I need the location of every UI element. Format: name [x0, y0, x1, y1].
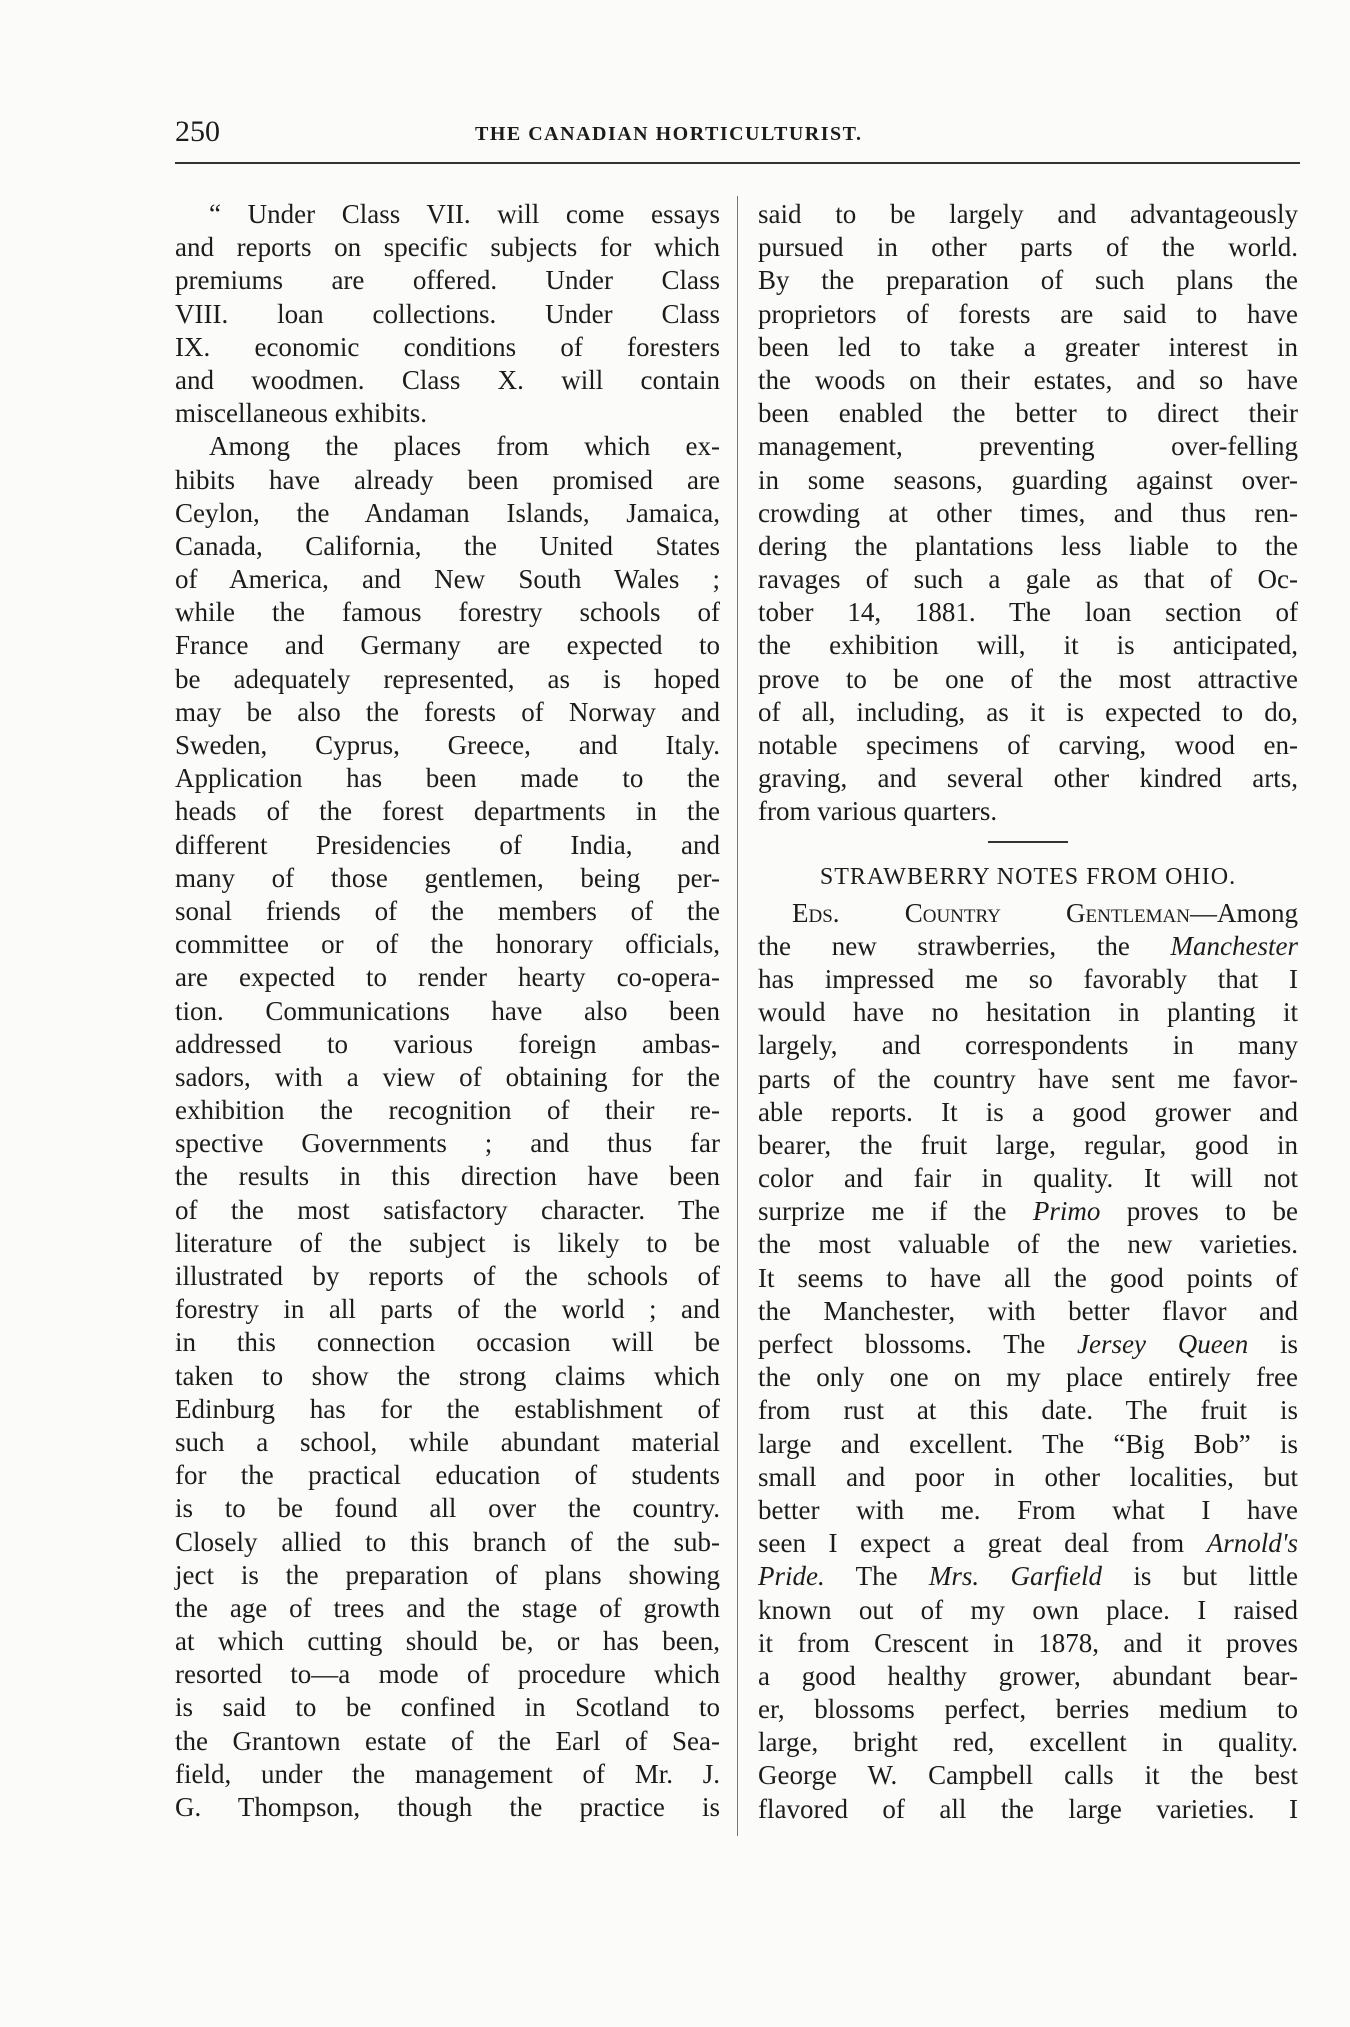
- text-line: literature of the subject is likely to be: [175, 1227, 720, 1258]
- text-line: dering the plantations less liable to the: [758, 530, 1298, 561]
- text-line: Among the places from which ex-: [209, 431, 720, 462]
- text-line: ravages of such a gale as that of Oc-: [758, 564, 1298, 595]
- left-column: [175, 198, 720, 1824]
- text-line: Edinburg has for the establishment of: [175, 1393, 720, 1424]
- text-line: France and Germany are expected to: [175, 630, 720, 661]
- section-separator: [988, 841, 1068, 843]
- text-line: George W. Campbell calls it the best: [758, 1760, 1298, 1791]
- text-line: at which cutting should be, or has been,: [175, 1626, 720, 1657]
- text-line: while the famous forestry schools of: [175, 597, 720, 628]
- text-line: forestry in all parts of the world ; and: [175, 1294, 720, 1325]
- text-line: Application has been made to the: [175, 763, 720, 794]
- text-line: By the preparation of such plans the: [758, 265, 1298, 296]
- text-line: the Manchester, with better flavor and: [758, 1295, 1298, 1326]
- text-line: prove to be one of the most attractive: [758, 663, 1298, 694]
- text-line: the most valuable of the new varieties.: [758, 1229, 1298, 1260]
- text-line: able reports. It is a good grower and: [758, 1096, 1298, 1127]
- text-line: parts of the country have sent me favor-: [758, 1063, 1298, 1094]
- text-line: may be also the forests of Norway and: [175, 696, 720, 727]
- text-line: spective Governments ; and thus far: [175, 1128, 720, 1159]
- text-line: from various quarters.: [758, 796, 998, 827]
- text-line: perfect blossoms. The Jersey Queen is: [758, 1329, 1298, 1359]
- text-line: Pride. The Mrs. Garfield is but little: [758, 1561, 1298, 1592]
- text-line: the age of trees and the stage of growth: [175, 1592, 720, 1623]
- text-line: VIII. loan collections. Under Class: [175, 298, 720, 329]
- text-line: been led to take a greater interest in: [758, 331, 1298, 362]
- text-line: for the practical education of students: [175, 1460, 720, 1491]
- variety-name: Mrs. Garfield: [928, 1561, 1102, 1592]
- text-line: color and fair in quality. It will not: [758, 1163, 1298, 1194]
- page-number: 250: [175, 115, 220, 148]
- text-line: of the most satisfactory character. The: [175, 1194, 720, 1225]
- text-line: and reports on specific subjects for which: [175, 232, 720, 263]
- header-rule: [175, 162, 1300, 164]
- text-line: pursued in other parts of the world.: [758, 232, 1298, 263]
- text-line: largely, and correspondents in many: [758, 1030, 1298, 1061]
- text-line: G. Thompson, though the practice is: [175, 1792, 720, 1822]
- right-column: [758, 198, 1298, 1826]
- salutation: Eds. Country Gentleman: [792, 897, 1190, 928]
- text-line: it from Crescent in 1878, and it proves: [758, 1627, 1298, 1658]
- text-line: be adequately represented, as is hoped: [175, 663, 720, 694]
- text-line: Eds. Country Gentleman—Among: [792, 897, 1298, 928]
- text-line: Closely allied to this branch of the sub-: [175, 1526, 720, 1557]
- variety-name: Jersey Queen: [1077, 1329, 1249, 1359]
- variety-name: Manchester: [1170, 930, 1298, 961]
- variety-name: Arnold's: [1206, 1528, 1298, 1559]
- text-line: addressed to various foreign ambas-: [175, 1028, 720, 1059]
- text-line: different Presidencies of India, and: [175, 829, 720, 860]
- text-line: small and poor in other localities, but: [758, 1461, 1298, 1492]
- text-line: and woodmen. Class X. will contain: [175, 364, 720, 395]
- text-line: large, bright red, excellent in quality.: [758, 1727, 1298, 1758]
- text-line: proprietors of forests are said to have: [758, 298, 1298, 329]
- text-line: said to be largely and advantageously: [758, 199, 1298, 229]
- text-line: are expected to render hearty co-opera-: [175, 962, 720, 993]
- text-line: surprize me if the Primo proves to be: [758, 1196, 1298, 1227]
- text-line: bearer, the fruit large, regular, good in: [758, 1129, 1298, 1160]
- text-line: IX. economic conditions of foresters: [175, 331, 720, 362]
- text-line: known out of my own place. I raised: [758, 1594, 1298, 1625]
- text-line: committee or of the honorary officials,: [175, 929, 720, 960]
- text-line: of America, and New South Wales ;: [175, 564, 720, 595]
- text-line: the Grantown estate of the Earl of Sea-: [175, 1725, 720, 1756]
- text-line: hibits have already been promised are: [175, 464, 720, 495]
- text-line: of all, including, as it is expected to do,: [758, 696, 1298, 727]
- text-line: sadors, with a view of obtaining for the: [175, 1061, 720, 1092]
- text-line: is said to be confined in Scotland to: [175, 1692, 720, 1723]
- text-line: the exhibition will, it is anticipated,: [758, 630, 1298, 661]
- text-line: the only one on my place entirely free: [758, 1362, 1298, 1393]
- text-line: large and excellent. The “Big Bob” is: [758, 1428, 1298, 1459]
- text-line: notable specimens of carving, wood en-: [758, 730, 1298, 760]
- text-line: ject is the preparation of plans showing: [175, 1559, 720, 1590]
- text-line: flavored of all the large varieties. I: [758, 1793, 1298, 1824]
- text-line: illustrated by reports of the schools of: [175, 1261, 720, 1291]
- text-line: the new strawberries, the Manchester: [758, 930, 1298, 961]
- text-line: field, under the management of Mr. J.: [175, 1758, 720, 1789]
- text-line: been enabled the better to direct their: [758, 398, 1298, 429]
- text-line: miscellaneous exhibits.: [175, 398, 427, 429]
- text-line: sonal friends of the members of the: [175, 895, 720, 926]
- text-line: from rust at this date. The fruit is: [758, 1395, 1298, 1426]
- text-line: in this connection occasion will be: [175, 1327, 720, 1358]
- text-line: It seems to have all the good points of: [758, 1262, 1298, 1293]
- text-line: er, blossoms perfect, berries medium to: [758, 1694, 1298, 1725]
- column-divider: [737, 196, 738, 1836]
- text-line: crowding at other times, and thus ren-: [758, 497, 1298, 528]
- text-line: graving, and several other kindred arts,: [758, 763, 1298, 794]
- text-line: Canada, California, the United States: [175, 530, 720, 561]
- text-line: Ceylon, the Andaman Islands, Jamaica,: [175, 497, 720, 528]
- variety-name: Primo: [1032, 1196, 1101, 1227]
- text-line: the results in this direction have been: [175, 1161, 720, 1192]
- variety-name: Pride.: [758, 1561, 825, 1592]
- text-line: “ Under Class VII. will come essays: [209, 199, 720, 229]
- text-line: is to be found all over the country.: [175, 1493, 720, 1524]
- text-line: seen I expect a great deal from Arnold's: [758, 1528, 1298, 1559]
- text-line: taken to show the strong claims which: [175, 1360, 720, 1391]
- page-header: [175, 115, 1055, 155]
- text-line: the woods on their estates, and so have: [758, 364, 1298, 395]
- text-line: heads of the forest departments in the: [175, 796, 720, 827]
- running-head: THE CANADIAN HORTICULTURIST.: [475, 123, 863, 145]
- text-line: many of those gentlemen, being per-: [175, 862, 720, 893]
- text-line: such a school, while abundant material: [175, 1426, 720, 1457]
- text-line: tion. Communications have also been: [175, 995, 720, 1026]
- text-line: resorted to—a mode of procedure which: [175, 1659, 720, 1690]
- text-line: premiums are offered. Under Class: [175, 265, 720, 296]
- text-line: has impressed me so favorably that I: [758, 963, 1298, 994]
- text-line: management, preventing over-felling: [758, 431, 1298, 462]
- text-line: exhibition the recognition of their re-: [175, 1095, 720, 1126]
- text-line: Sweden, Cyprus, Greece, and Italy.: [175, 730, 720, 760]
- text-line: better with me. From what I have: [758, 1494, 1298, 1525]
- text-line: in some seasons, guarding against over-: [758, 464, 1298, 495]
- text-line: tober 14, 1881. The loan section of: [758, 597, 1298, 628]
- text-line: a good healthy grower, abundant bear-: [758, 1660, 1298, 1691]
- text-line: would have no hesitation in planting it: [758, 997, 1298, 1028]
- section-title: STRAWBERRY NOTES FROM OHIO.: [819, 863, 1237, 890]
